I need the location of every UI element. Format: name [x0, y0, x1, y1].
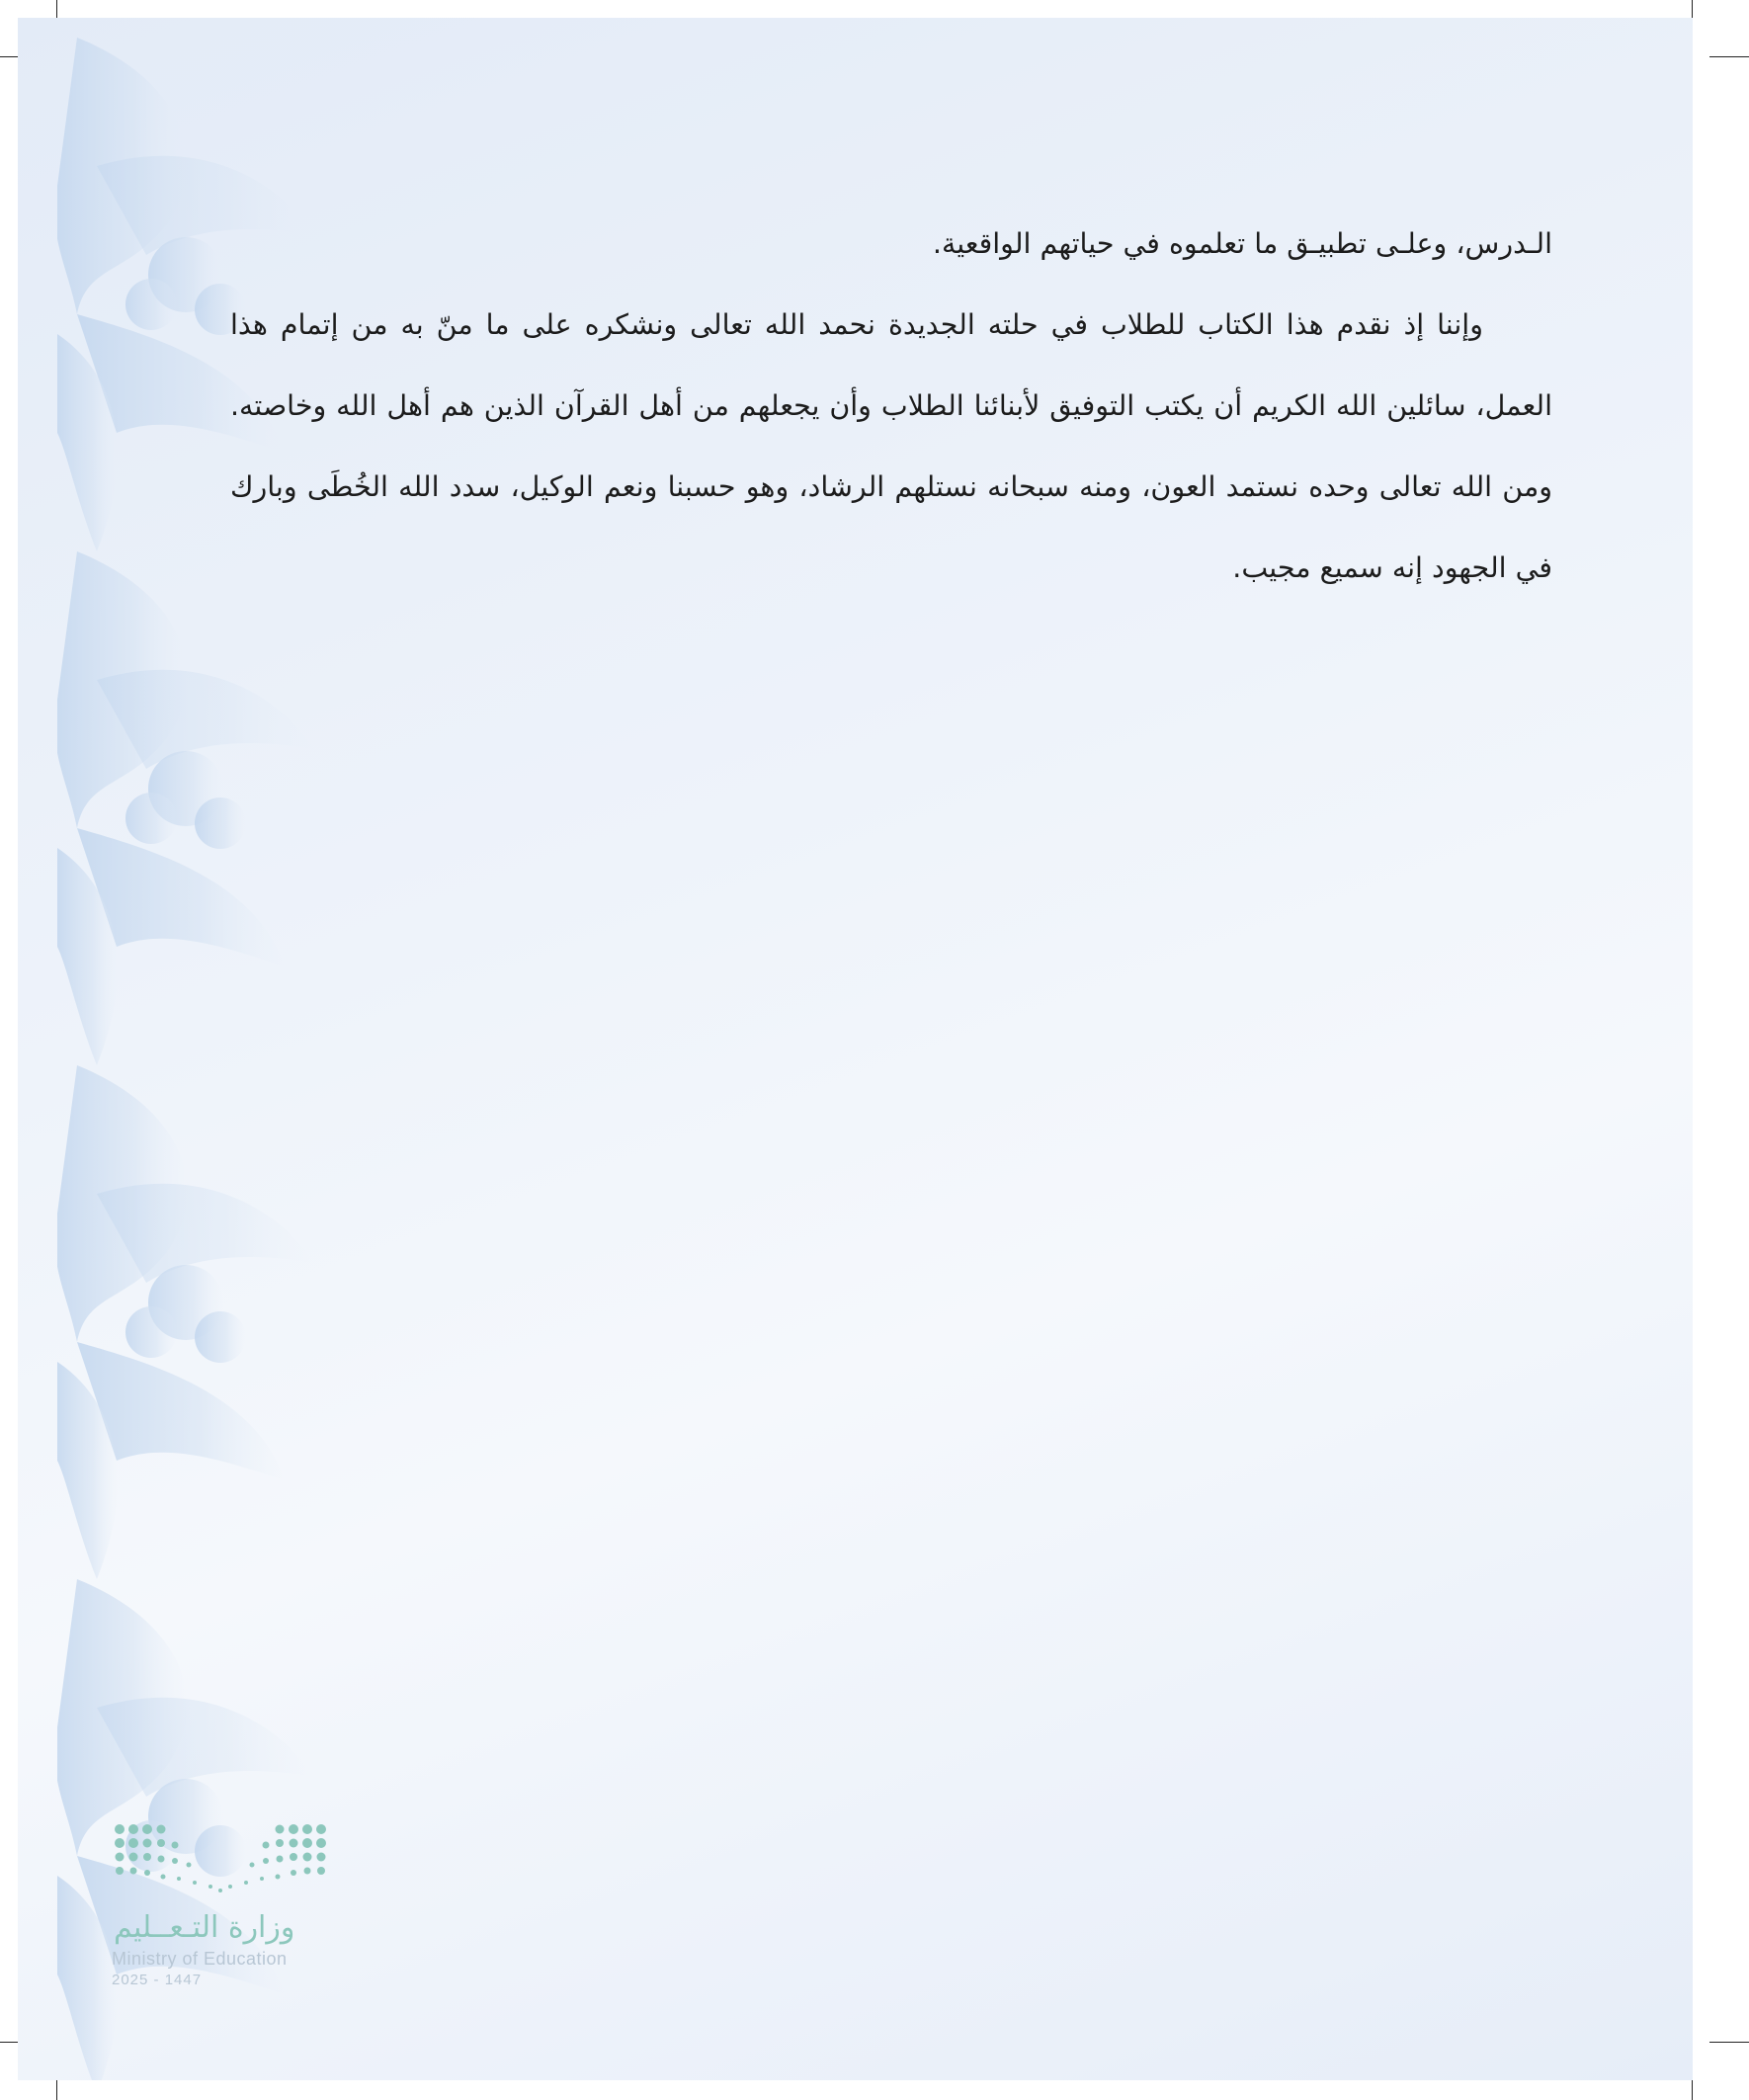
crop-mark-bottom-right-h [1709, 2042, 1749, 2043]
logo-dot-pattern-icon [112, 1821, 329, 1900]
document-page [18, 18, 1693, 2080]
logo-year: 2025 - 1447 [112, 1972, 203, 1988]
crop-mark-top-right-h [1709, 56, 1749, 57]
logo-arabic-name: وزارة التـعــليم [114, 1910, 295, 1945]
logo-english-name: Ministry of Education [112, 1949, 288, 1969]
ministry-of-education-logo [112, 1821, 359, 2009]
main-text-block [230, 204, 1552, 609]
paragraph-2: وإننا إذ نقدم هذا الكتاب للطلاب في حلته الجديدة نحمد الله تعالى ونشكره على ما منّ به من إتمام هذا العمل، سائلين الله الكريم أن يكتب التوفيق لأبنائنا الطلاب وأن يجعلهم من أهل القرآن الذين هم أهل الله وخاصته. ومن الله تعالى وحده نستمد العون، ومنه سبحانه نستلهم الرشاد، وهو حسبنا ونعم الوكيل، سدد الله الخُطَى وبارك في الجهود إنه سميع مجيب. [230, 308, 1552, 584]
paragraph-1: الـدرس، وعلـى تطبيـق ما تعلموه في حياتهم الواقعية. [932, 227, 1552, 260]
